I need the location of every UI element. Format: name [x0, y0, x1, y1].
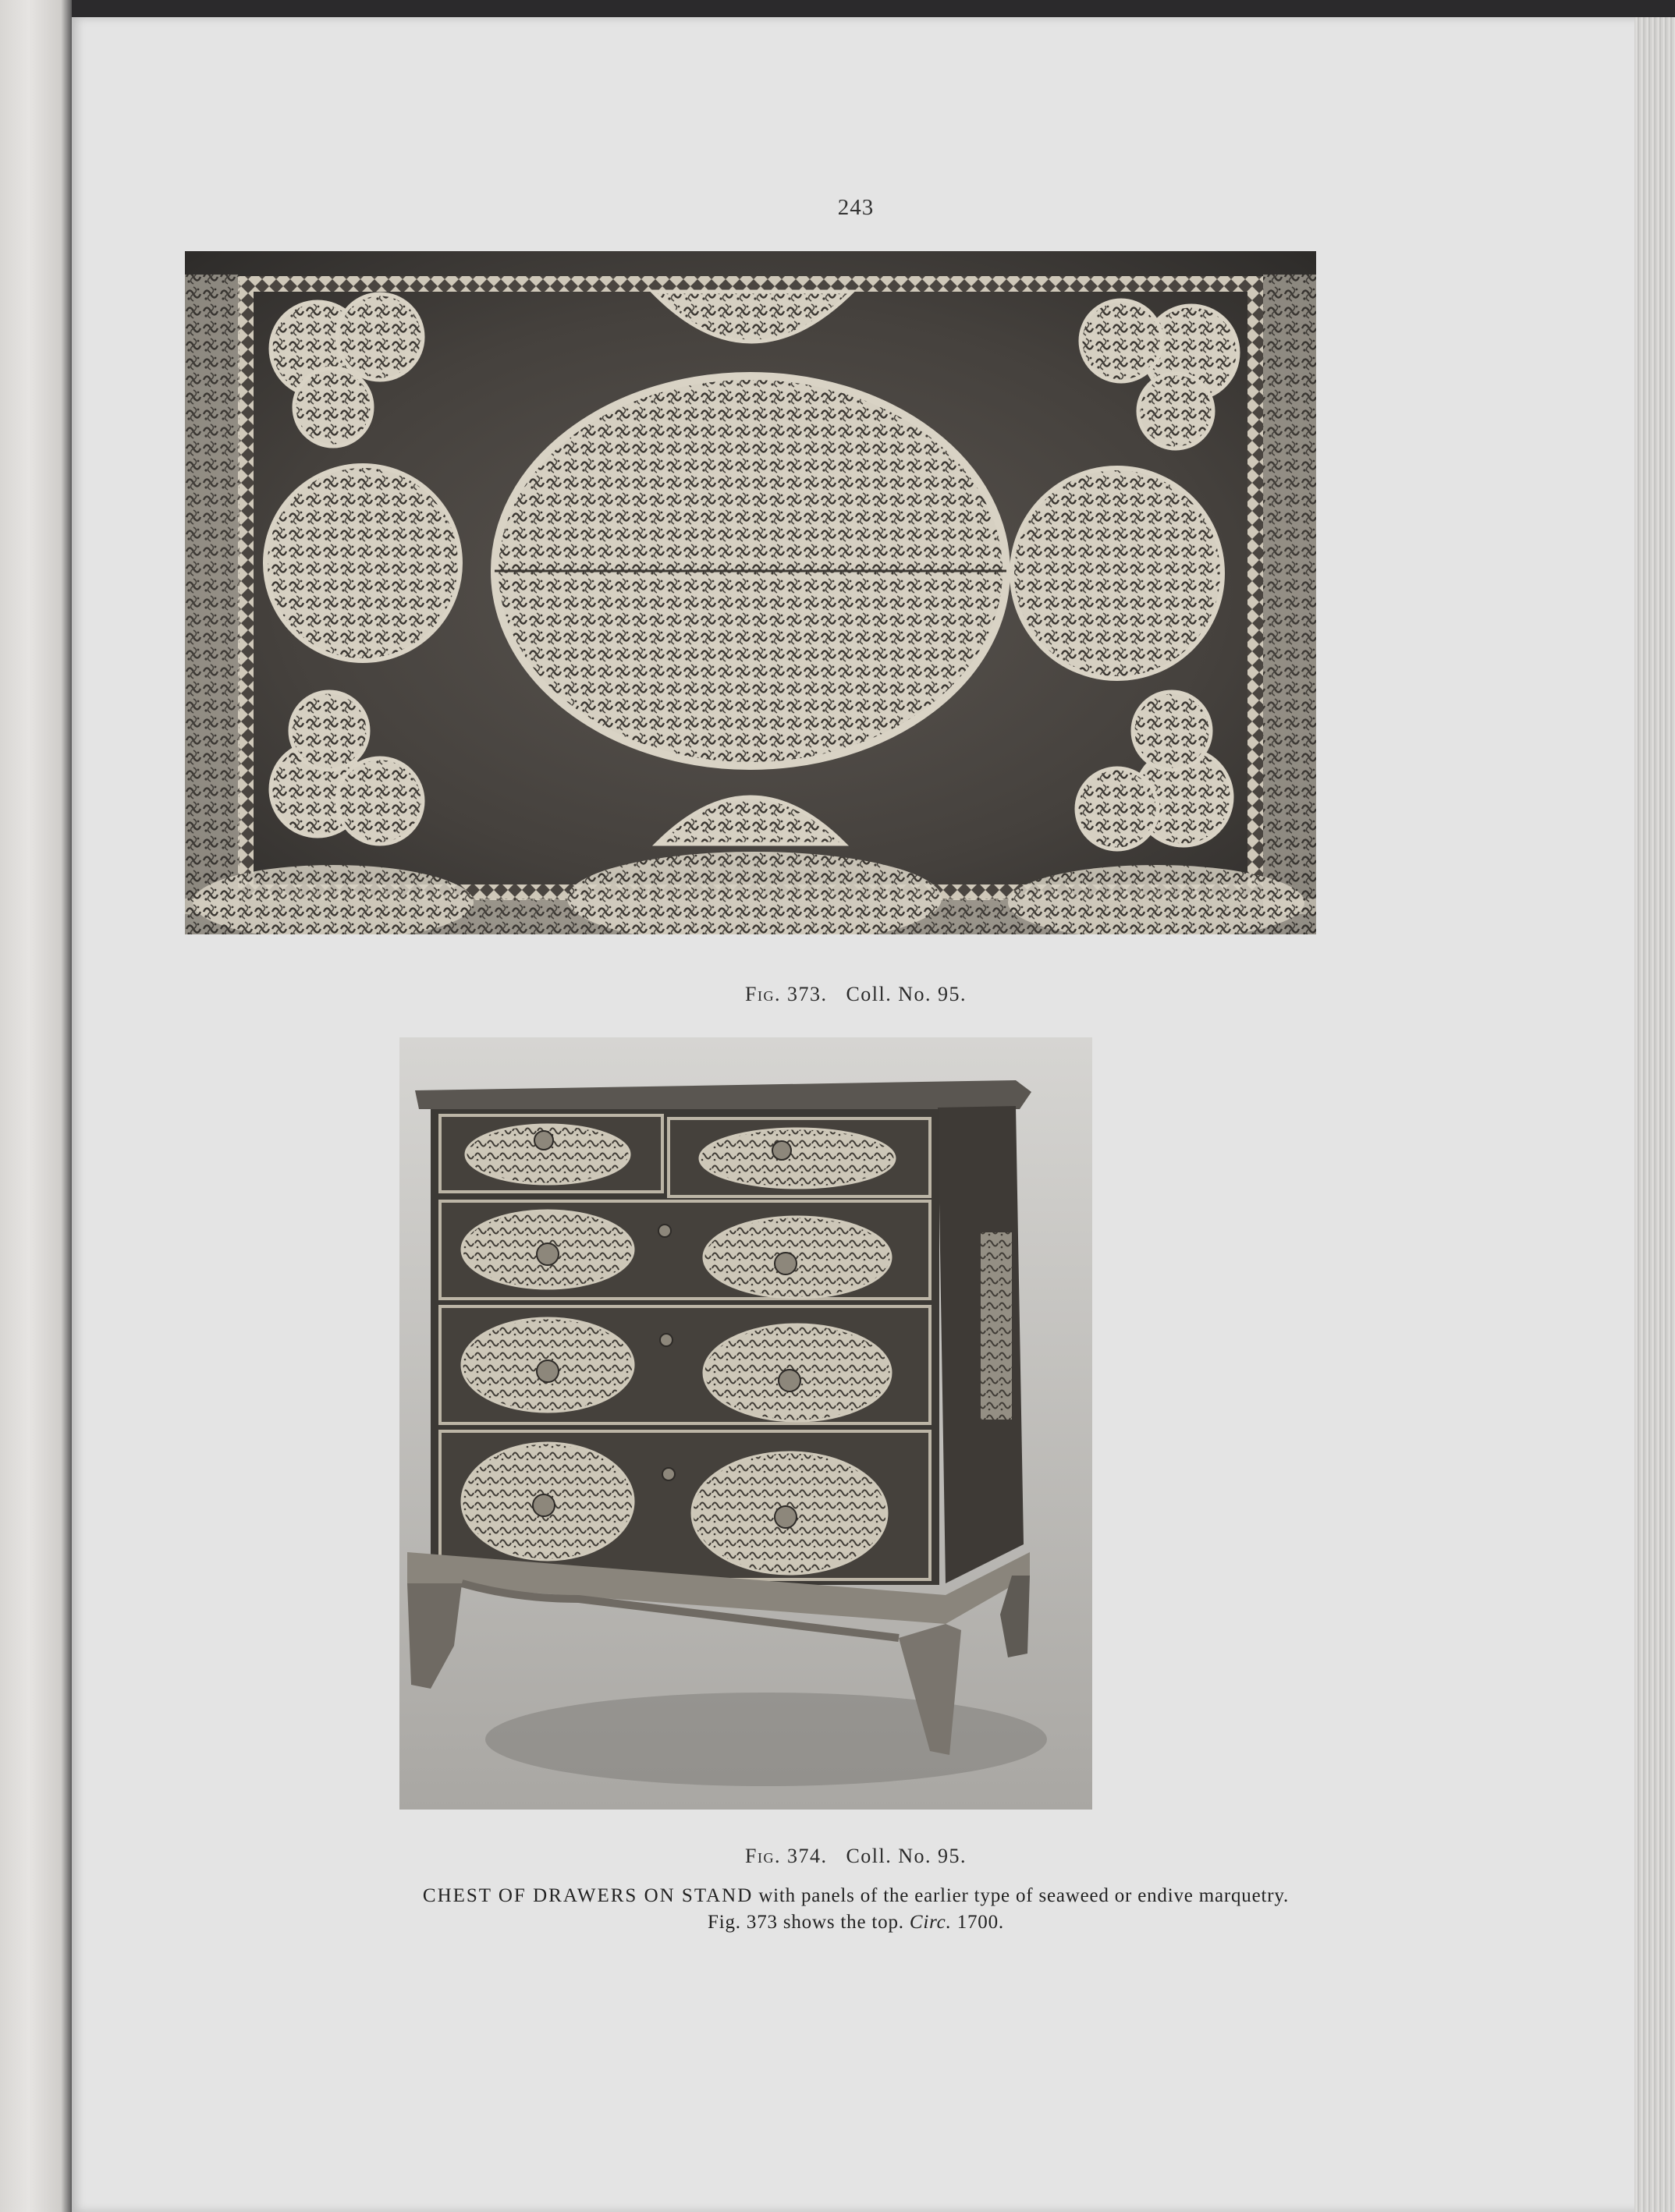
description-year: 1700. — [951, 1912, 1004, 1933]
figure-373-label: Fig. 373. — [744, 983, 828, 1005]
description-line-2-start: Fig. 373 shows the top. — [708, 1912, 910, 1933]
figure-373-collection: Coll. No. 95. — [846, 983, 967, 1005]
figure-374-collection: Coll. No. 95. — [846, 1845, 967, 1867]
marquetry-top-image — [185, 251, 1316, 934]
page-edges — [1634, 17, 1675, 2212]
description-circa: Circ. — [909, 1912, 952, 1933]
figure-374-photo — [399, 1037, 1092, 1810]
figure-374-label: Fig. 374. — [744, 1845, 828, 1867]
page-number: 243 — [837, 195, 875, 220]
left-book-leaf — [0, 0, 72, 2212]
description-title: CHEST OF DRAWERS ON STAND — [422, 1885, 754, 1906]
figure-374-caption — [72, 1845, 1640, 1868]
figure-373-caption — [72, 983, 1640, 1006]
figure-373-photo — [185, 251, 1316, 934]
description-line-2 — [72, 1909, 1640, 1936]
book-page — [72, 17, 1640, 2212]
description-line-1-rest: with panels of the earlier type of seaweed or endive marquetry. — [753, 1885, 1290, 1906]
chest-of-drawers-image — [399, 1037, 1092, 1810]
description-line-1 — [72, 1883, 1640, 1909]
